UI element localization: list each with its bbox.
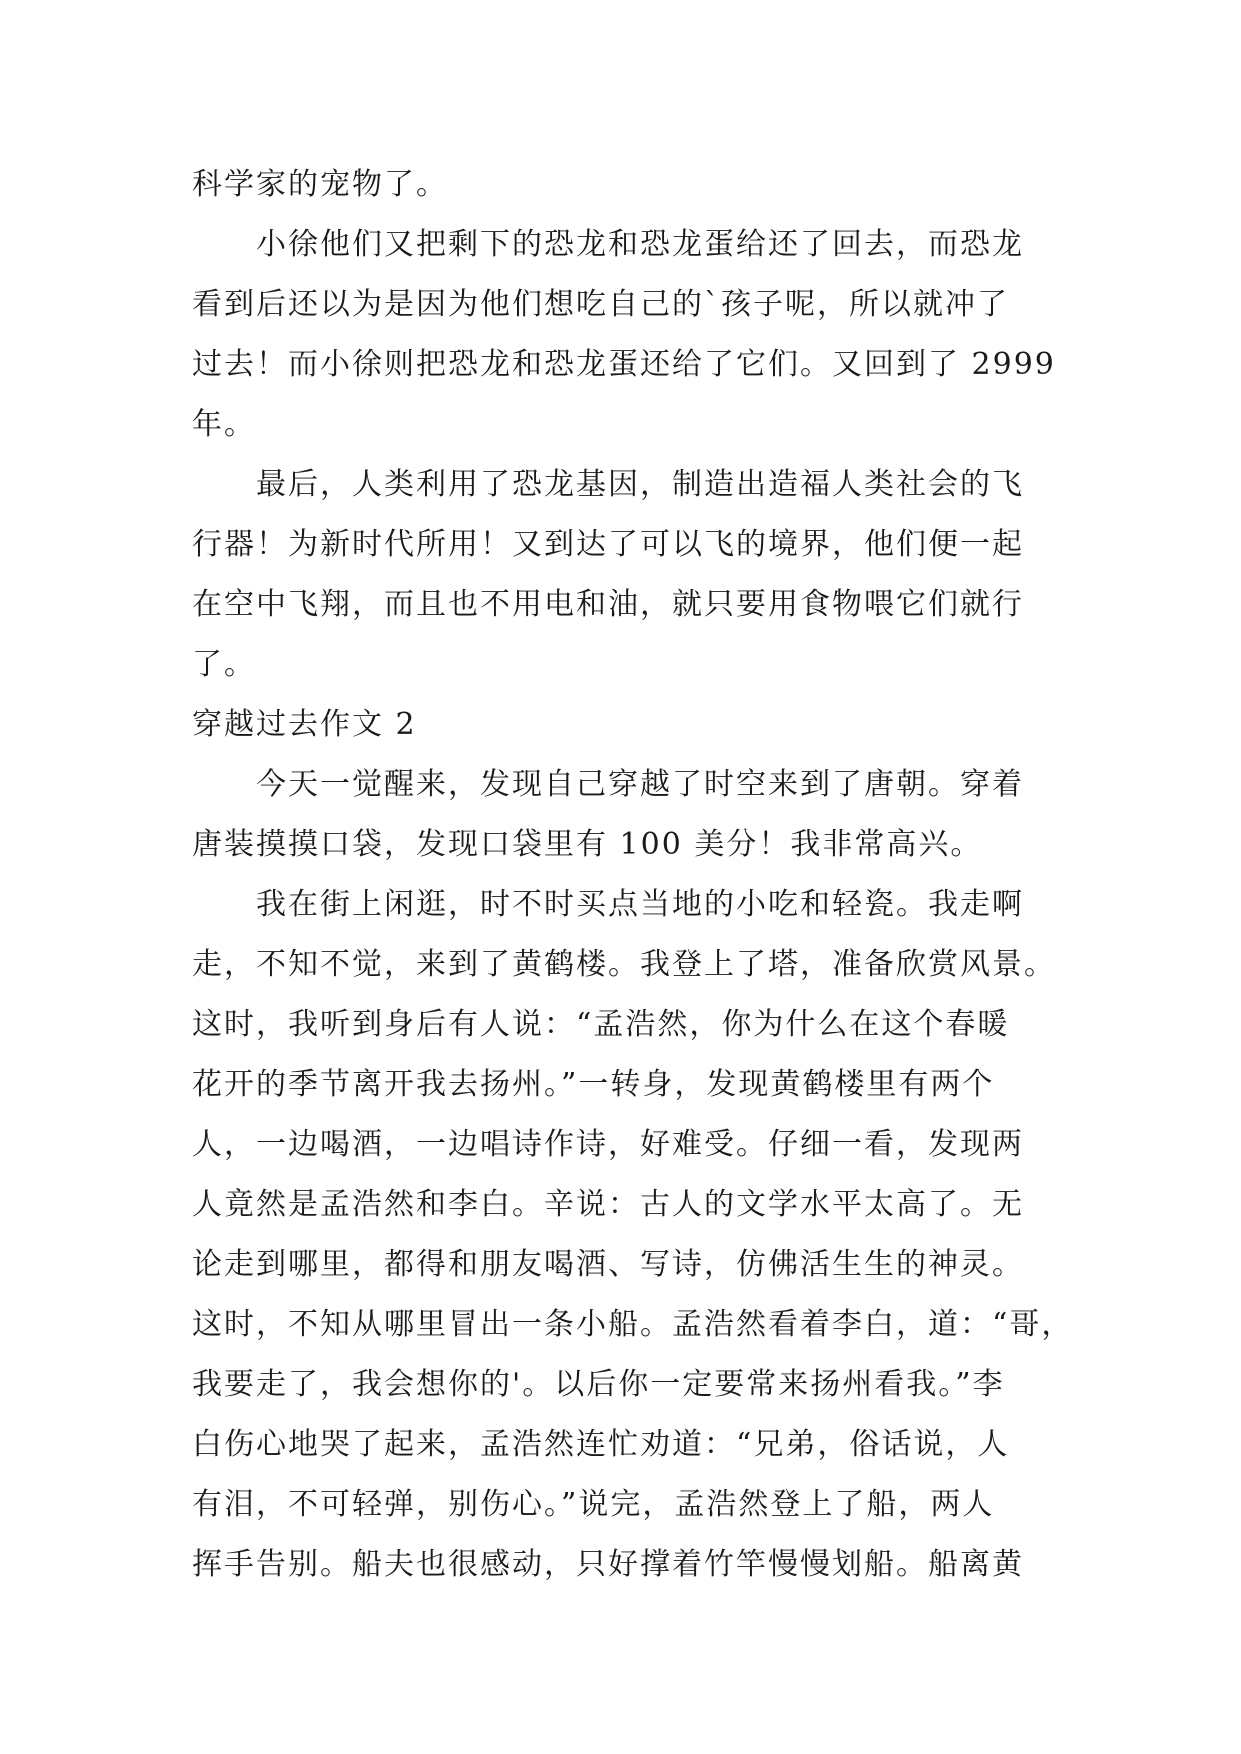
text-line: 行器！为新时代所用！又到达了可以飞的境界，他们便一起 — [192, 527, 1024, 562]
text-line: 过去！而小徐则把恐龙和恐龙蛋还给了它们。又回到了 2999 — [192, 347, 1056, 382]
text-line: 白伤心地哭了起来，孟浩然连忙劝道：“兄弟，俗话说，人 — [192, 1427, 1010, 1462]
text-line: 科学家的宠物了。 — [192, 167, 448, 202]
paragraph-start-line: 最后，人类利用了恐龙基因，制造出造福人类社会的飞 — [256, 467, 1024, 502]
text-line: 这时，我听到身后有人说：“孟浩然，你为什么在这个春暖 — [192, 1007, 1010, 1042]
paragraph-start-line: 小徐他们又把剩下的恐龙和恐龙蛋给还了回去，而恐龙 — [256, 227, 1024, 262]
text-line: 我要走了，我会想你的'。以后你一定要常来扬州看我。”李 — [192, 1367, 1005, 1402]
text-line: 看到后还以为是因为他们想吃自己的`孩子呢，所以就冲了 — [192, 287, 1009, 322]
paragraph-start-line: 我在街上闲逛，时不时买点当地的小吃和轻瓷。我走啊 — [256, 887, 1024, 922]
text-line: 在空中飞翔，而且也不用电和油，就只要用食物喂它们就行 — [192, 587, 1024, 622]
text-line: 挥手告别。船夫也很感动，只好撑着竹竿慢慢划船。船离黄 — [192, 1547, 1024, 1582]
text-line: 年。 — [192, 407, 256, 442]
text-line: 人，一边喝酒，一边唱诗作诗，好难受。仔细一看，发现两 — [192, 1127, 1024, 1162]
text-line: 人竟然是孟浩然和李白。辛说：古人的文学水平太高了。无 — [192, 1187, 1024, 1222]
section-heading: 穿越过去作文 2 — [192, 707, 417, 742]
text-line: 有泪，不可轻弹，别伤心。”说完，孟浩然登上了船，两人 — [192, 1487, 995, 1522]
text-line: 论走到哪里，都得和朋友喝酒、写诗，仿佛活生生的神灵。 — [192, 1247, 1024, 1282]
text-line: 花开的季节离开我去扬州。”一转身，发现黄鹤楼里有两个 — [192, 1067, 995, 1102]
paragraph-start-line: 今天一觉醒来，发现自己穿越了时空来到了唐朝。穿着 — [256, 767, 1024, 802]
document-page — [192, 155, 1074, 1595]
text-line: 这时，不知从哪里冒出一条小船。孟浩然看着李白，道：“哥， — [192, 1307, 1074, 1342]
text-line: 了。 — [192, 647, 256, 682]
text-line: 唐装摸摸口袋，发现口袋里有 100 美分！我非常高兴。 — [192, 827, 983, 862]
text-line: 走，不知不觉，来到了黄鹤楼。我登上了塔，准备欣赏风景。 — [192, 947, 1056, 982]
